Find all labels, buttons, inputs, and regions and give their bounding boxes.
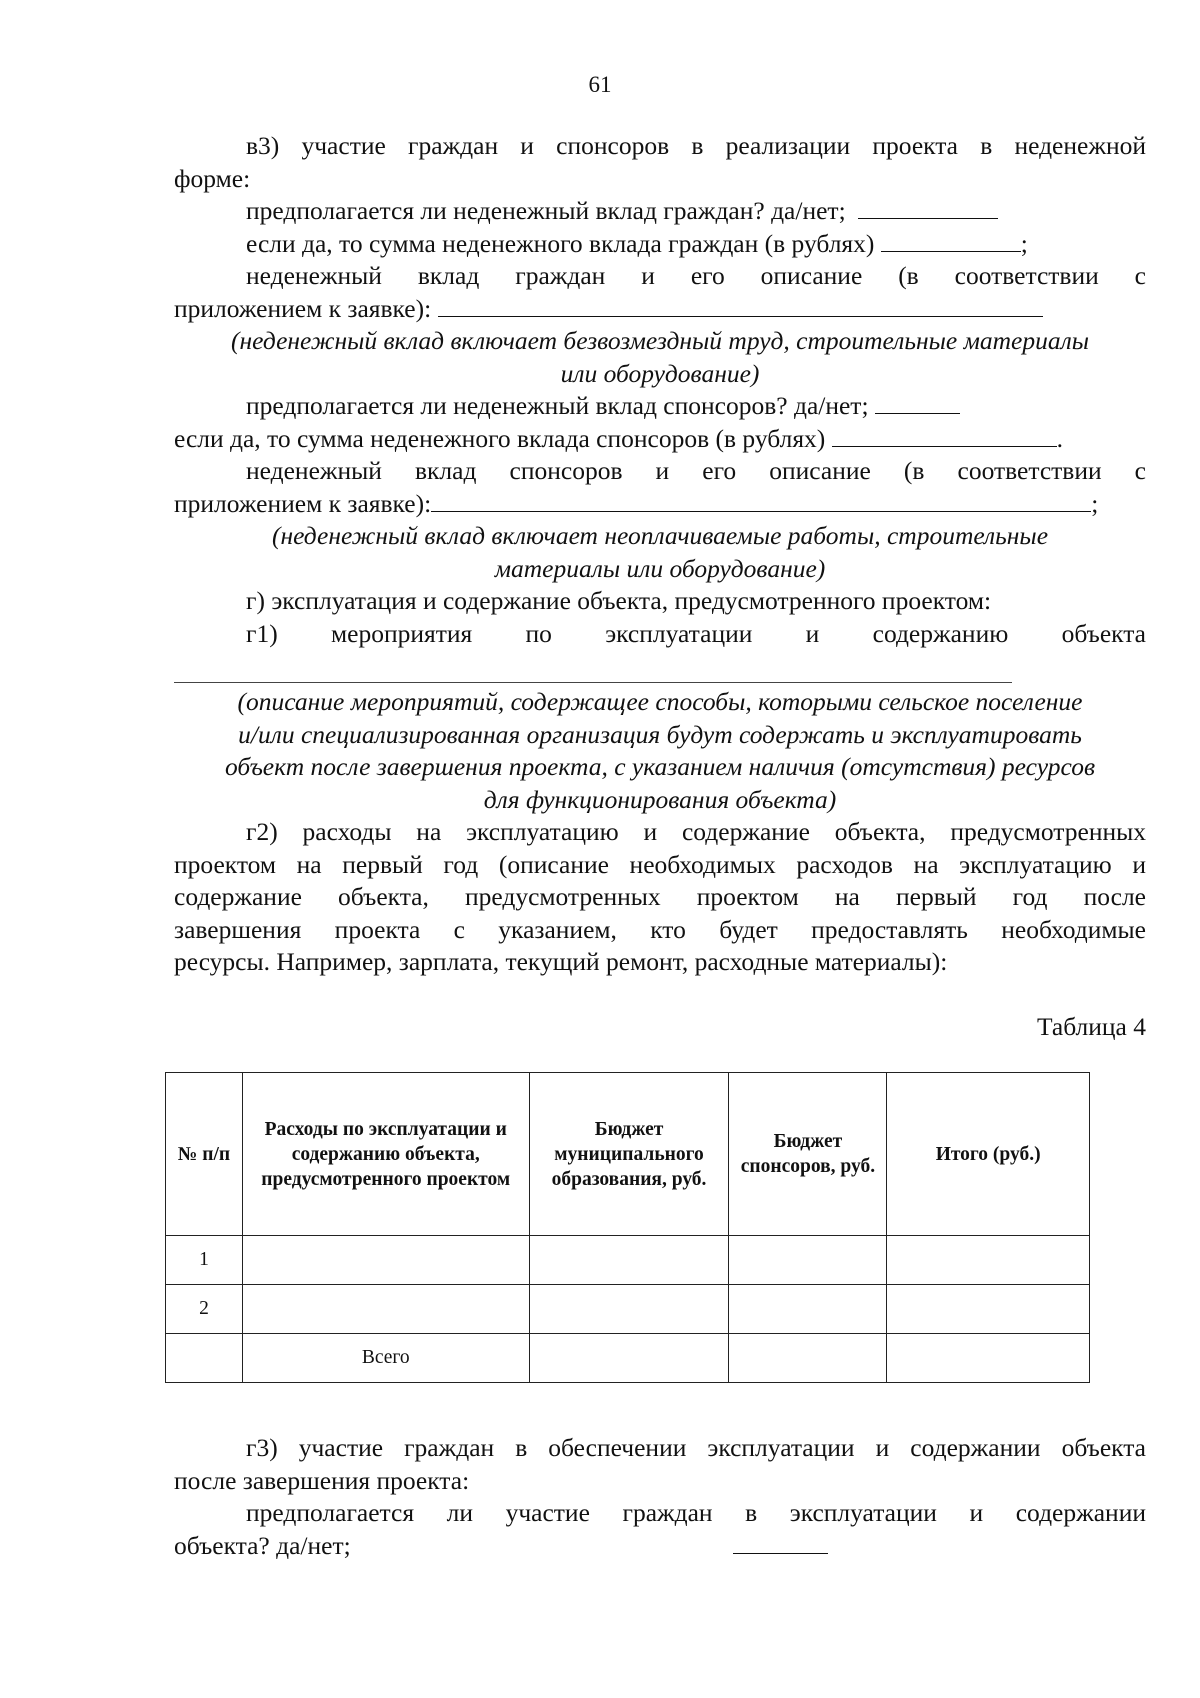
sum-citizens-blank[interactable] (881, 229, 1021, 252)
g3-line4-row (174, 1530, 1146, 1563)
section-g3 (174, 1432, 1146, 1562)
section-v3 (174, 130, 1146, 650)
table-cell: 1 (166, 1236, 243, 1285)
sum-sponsors-line (174, 423, 1146, 456)
header-total: Итого (руб.) (887, 1073, 1090, 1236)
g-heading: г) эксплуатация и содержание объекта, предусмотренного проектом: (246, 586, 992, 615)
total-label: Всего (242, 1334, 529, 1383)
g2-line5: ресурсы. Например, зарплата, текущий ремонт, расходные материалы): (174, 947, 948, 976)
table-row (166, 1236, 1090, 1285)
g2-line1: г2) расходы на эксплуатацию и содержание объекта, предусмотренных (246, 817, 1146, 846)
sum-citizens-line (174, 228, 1146, 261)
header-number: № п/п (166, 1073, 243, 1236)
table-row-total (166, 1334, 1090, 1383)
header-sponsors-budget: Бюджет спонсоров, руб. (729, 1073, 887, 1236)
table-cell[interactable] (887, 1334, 1090, 1383)
q-sponsors-blank[interactable] (875, 391, 960, 414)
g2-line4: завершения проекта с указанием, кто будет предоставлять необходимые (174, 914, 1146, 944)
header-municipal-budget: Бюджет муниципального образования, руб. (529, 1073, 729, 1236)
v3-heading: в3) участие граждан и спонсоров в реализации проекта в неденежной (246, 131, 1146, 160)
note-sponsors-2: материалы или оборудование) (494, 553, 826, 583)
q-sponsors-text: предполагается ли неденежный вклад спонсоров? да/нет; (246, 391, 869, 420)
table-cell[interactable] (242, 1236, 529, 1285)
g3-line2: после завершения проекта: (174, 1465, 470, 1495)
g1-note-4: для функционирования объекта) (483, 784, 837, 814)
desc-citizens-blank[interactable] (438, 294, 1043, 317)
desc-sponsors-end: ; (1091, 488, 1099, 518)
page-number: 61 (588, 72, 612, 97)
table-cell[interactable] (242, 1285, 529, 1334)
q-citizens-text: предполагается ли неденежный вклад граждан? да/нет; (246, 196, 846, 225)
table-cell[interactable] (529, 1285, 729, 1334)
table-cell[interactable] (729, 1334, 887, 1383)
g3-line3: предполагается ли участие граждан в эксплуатации и содержании (246, 1498, 1146, 1527)
header-expenses: Расходы по эксплуатации и содержанию объекта, предусмотренного проектом (242, 1073, 529, 1236)
g1-note-3: объект после завершения проекта, с указанием наличия (отсутствия) ресурсов (224, 752, 1096, 781)
table-cell[interactable] (729, 1285, 887, 1334)
g2-line2: проектом на первый год (описание необходимых расходов на эксплуатацию и (174, 849, 1146, 879)
sum-sponsors-text: если да, то сумма неденежного вклада спонсоров (в рублях) (174, 423, 826, 453)
sum-citizens-text: если да, то сумма неденежного вклада граждан (в рублях) (246, 228, 875, 258)
desc-sponsors-blank[interactable] (431, 489, 1091, 512)
desc-sponsors-line (174, 488, 1146, 521)
table-cell[interactable] (729, 1236, 887, 1285)
g1-blank-rule[interactable] (174, 682, 1012, 683)
sum-citizens-end: ; (1020, 228, 1028, 258)
sum-sponsors-blank[interactable] (832, 424, 1057, 447)
g1-note-2: и/или специализированная организация будут содержать и эксплуатировать (238, 719, 1082, 749)
g2-line3: содержание объекта, предусмотренных проектом на первый год после (174, 882, 1146, 911)
table-cell (166, 1334, 243, 1383)
sum-sponsors-end: . (1056, 423, 1064, 453)
expenses-table (165, 1072, 1090, 1383)
g1-text: г1) мероприятия по эксплуатации и содержанию объекта (246, 618, 1146, 648)
table-cell[interactable] (887, 1285, 1090, 1334)
desc-citizens-line (174, 293, 1146, 326)
g3-blank[interactable] (733, 1531, 828, 1554)
table-cell[interactable] (887, 1236, 1090, 1285)
g3-line4: объекта? да/нет; (174, 1530, 351, 1560)
desc-sponsors-text: неденежный вклад спонсоров и его описание (в соответствии с (246, 456, 1146, 485)
note-citizens-1: (неденежный вклад включает безвозмездный труд, строительные материалы (231, 326, 1089, 355)
table-caption: Таблица 4 (1036, 1012, 1146, 1041)
table-cell[interactable] (529, 1236, 729, 1285)
note-sponsors-1: (неденежный вклад включает неоплачиваемые работы, строительные (271, 521, 1049, 550)
desc-sponsors-cont: приложением к заявке): (174, 488, 432, 518)
desc-citizens-text: неденежный вклад граждан и его описание (в соответствии с (246, 261, 1146, 290)
v3-heading-cont: форме: (174, 163, 251, 193)
q-sponsors-line (174, 390, 1146, 423)
note-citizens-2: или оборудование) (560, 358, 760, 388)
q-citizens-blank[interactable] (858, 196, 998, 219)
table-header-row (166, 1073, 1090, 1236)
desc-citizens-cont: приложением к заявке): (174, 293, 432, 323)
q-citizens-line (174, 195, 1146, 228)
section-g (174, 686, 1146, 979)
table-cell[interactable] (529, 1334, 729, 1383)
table-row (166, 1285, 1090, 1334)
g3-line1: г3) участие граждан в обеспечении эксплуатации и содержании объекта (246, 1433, 1146, 1462)
table-cell: 2 (166, 1285, 243, 1334)
g1-note-1: (описание мероприятий, содержащее способы, которыми сельское поселение (237, 687, 1083, 716)
